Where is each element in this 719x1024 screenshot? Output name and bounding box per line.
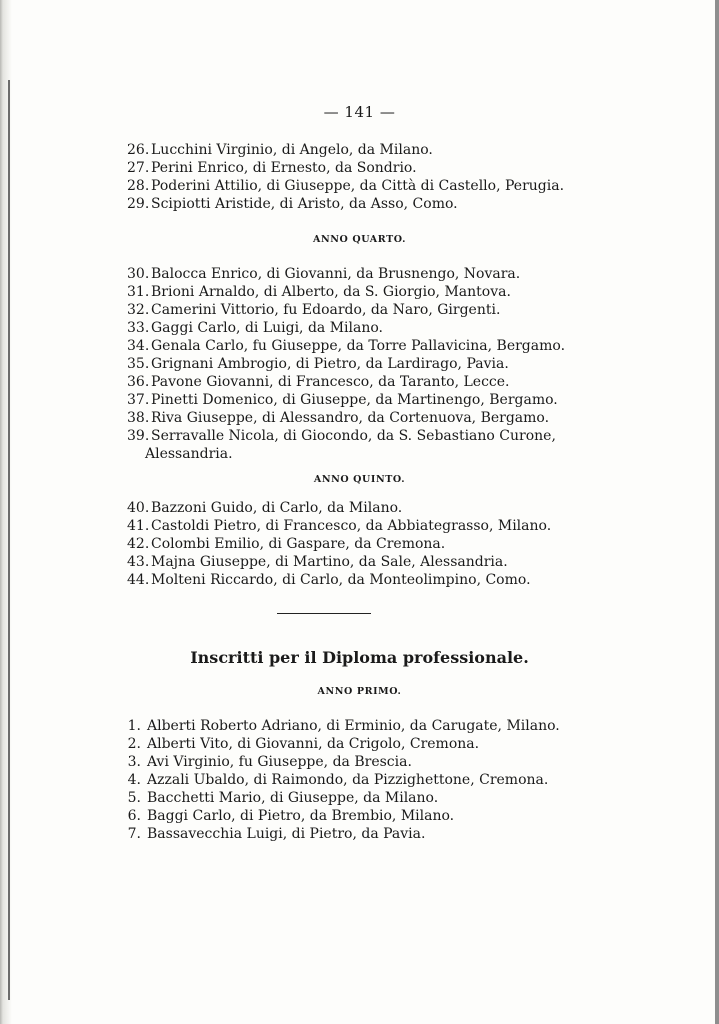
list-item: 42. Colombi Emilio, di Gaspare, da Cremona. [127, 536, 446, 552]
list-item: 43. Majna Giuseppe, di Martino, da Sale, Alessandria. [127, 554, 508, 570]
list-item: 27. Perini Enrico, di Ernesto, da Sondrio. [127, 160, 417, 176]
list-item: 26. Lucchini Virginio, di Angelo, da Milano. [127, 142, 433, 158]
list-item: 32. Camerini Vittorio, fu Edoardo, da Naro, Girgenti. [127, 302, 501, 318]
list-item: 39. Serravalle Nicola, di Giocondo, da S. Sebastiano Curone, [127, 428, 556, 444]
list-item: 28. Poderini Attilio, di Giuseppe, da Città di Castello, Perugia. [127, 178, 565, 194]
list-item: 40. Bazzoni Guido, di Carlo, da Milano. [127, 500, 403, 516]
list-item: 3. Avi Virginio, fu Giuseppe, da Brescia. [127, 754, 412, 770]
list-item: 2. Alberti Vito, di Giovanni, da Crigolo, Cremona. [127, 736, 480, 752]
list-item: 44. Molteni Riccardo, di Carlo, da Monteolimpino, Como. [127, 572, 531, 588]
list-item: 41. Castoldi Pietro, di Francesco, da Abbiategrasso, Milano. [127, 518, 552, 534]
list-item: 38. Riva Giuseppe, di Alessandro, da Cortenuova, Bergamo. [127, 410, 550, 426]
anno-primo-list [127, 717, 560, 843]
page-number: — 141 — [323, 103, 396, 121]
list-item: 35. Grignani Ambrogio, di Pietro, da Lardirago, Pavia. [127, 356, 509, 372]
list-item: 4. Azzali Ubaldo, di Raimondo, da Pizzighettone, Cremona. [127, 772, 549, 788]
list-item-continuation: Alessandria. [145, 446, 233, 462]
list-item: 34. Genala Carlo, fu Giuseppe, da Torre Pallavicina, Bergamo. [127, 338, 566, 354]
section-divider [277, 613, 371, 614]
diploma-section-title: Inscritti per il Diploma professionale. [190, 648, 529, 667]
scan-binding-line [8, 80, 10, 1000]
list-item: 7. Bassavecchia Luigi, di Pietro, da Pavia. [127, 826, 426, 842]
scan-right-edge [715, 0, 719, 1024]
scan-left-edge [0, 0, 12, 1024]
anno-terzo-continuation-list [127, 141, 564, 213]
list-item: 37. Pinetti Domenico, di Giuseppe, da Martinengo, Bergamo. [127, 392, 558, 408]
anno-primo-heading: ANNO PRIMO. [317, 686, 402, 697]
anno-quinto-heading: ANNO QUINTO. [313, 474, 406, 485]
anno-quarto-list [127, 265, 565, 463]
list-item: 33. Gaggi Carlo, di Luigi, da Milano. [127, 320, 384, 336]
list-item: 5. Bacchetti Mario, di Giuseppe, da Milano. [127, 790, 439, 806]
list-item: 30. Balocca Enrico, di Giovanni, da Brusnengo, Novara. [127, 266, 521, 282]
list-item: 29. Scipiotti Aristide, di Aristo, da Asso, Como. [127, 196, 458, 212]
anno-quarto-heading: ANNO QUARTO. [313, 234, 406, 245]
list-item: 6. Baggi Carlo, di Pietro, da Brembio, Milano. [127, 808, 455, 824]
list-item: 36. Pavone Giovanni, di Francesco, da Taranto, Lecce. [127, 374, 510, 390]
list-item: 1. Alberti Roberto Adriano, di Erminio, da Carugate, Milano. [127, 718, 560, 734]
anno-quinto-list [127, 499, 551, 589]
list-item: 31. Brioni Arnaldo, di Alberto, da S. Giorgio, Mantova. [127, 284, 511, 300]
